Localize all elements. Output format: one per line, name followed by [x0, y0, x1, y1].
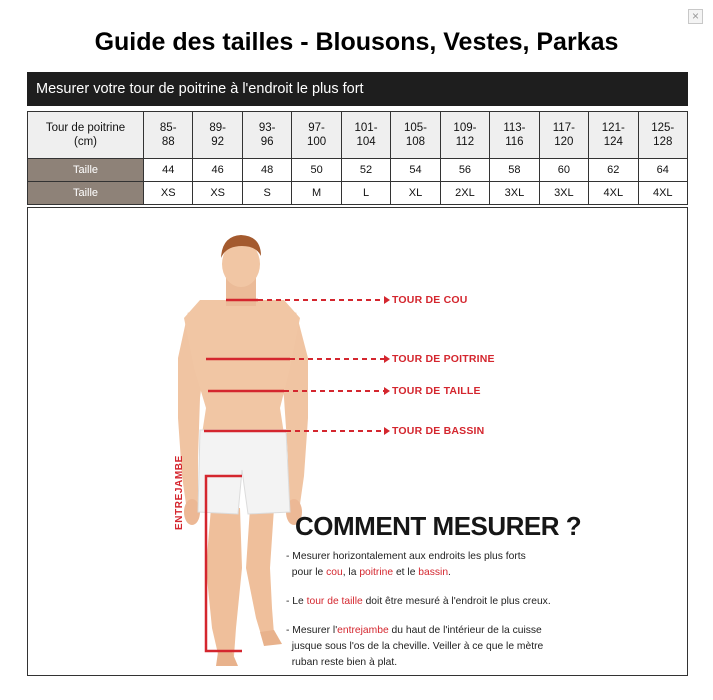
size-cell: 46	[193, 159, 242, 182]
chest-range-cell: 109- 112	[440, 112, 489, 159]
chest-range-cell: 113- 116	[490, 112, 539, 159]
table-row	[28, 159, 688, 182]
size-cell: 52	[341, 159, 390, 182]
size-cell: S	[242, 182, 291, 205]
size-cell: 62	[589, 159, 638, 182]
size-cell: 48	[242, 159, 291, 182]
size-cell: 50	[292, 159, 341, 182]
table-header-row	[28, 112, 688, 159]
keyword-inseam: entrejambe	[337, 625, 389, 636]
chest-range-cell: 93- 96	[242, 112, 291, 159]
close-button[interactable]: ×	[688, 9, 703, 24]
row-label: Taille	[28, 159, 144, 182]
size-cell: 2XL	[440, 182, 489, 205]
size-cell: 60	[539, 159, 588, 182]
howto-title: COMMENT MESURER ?	[295, 511, 582, 541]
waist-label: TOUR DE TAILLE	[392, 385, 481, 397]
page-title: Guide des tailles - Blousons, Vestes, Parkas	[94, 28, 619, 56]
keyword-hips: bassin	[418, 567, 449, 578]
chest-range-cell: 105- 108	[391, 112, 440, 159]
size-cell: 64	[638, 159, 687, 182]
size-cell: XS	[193, 182, 242, 205]
size-cell: 4XL	[638, 182, 687, 205]
size-cell: 54	[391, 159, 440, 182]
inseam-label: ENTREJAMBE	[174, 455, 185, 530]
size-cell: 56	[440, 159, 489, 182]
chest-range-cell: 121- 124	[589, 112, 638, 159]
chest-range-cell: 89- 92	[193, 112, 242, 159]
instruction-1: - Mesurer horizontalement aux endroits les plus forts pour le cou, la poitrine et le bassin.	[286, 551, 526, 578]
measurement-illustration	[27, 207, 688, 676]
size-cell: 3XL	[539, 182, 588, 205]
table-row	[28, 182, 688, 205]
instruction-3: - Mesurer l'entrejambe du haut de l'intérieur de la cuisse jusque sous l'os de la cheville. Veiller à ce que le mètre ruban reste bien à plat.	[286, 625, 544, 668]
chest-range-cell: 85- 88	[144, 112, 193, 159]
keyword-waist: tour de taille	[306, 596, 363, 607]
measure-banner: Mesurer votre tour de poitrine à l'endroit le plus fort	[27, 72, 688, 106]
size-cell: 4XL	[589, 182, 638, 205]
size-cell: 3XL	[490, 182, 539, 205]
chest-range-cell: 97- 100	[292, 112, 341, 159]
chest-range-cell: 101- 104	[341, 112, 390, 159]
instruction-2: - Le tour de taille doit être mesuré à l'endroit le plus creux.	[286, 596, 551, 607]
size-table	[27, 111, 688, 205]
size-cell: XS	[144, 182, 193, 205]
chest-header-cell: Tour de poitrine (cm)	[28, 112, 144, 159]
size-cell: M	[292, 182, 341, 205]
chest-range-cell: 117- 120	[539, 112, 588, 159]
neck-label: TOUR DE COU	[392, 294, 468, 306]
hips-label: TOUR DE BASSIN	[392, 425, 485, 437]
keyword-neck: cou	[326, 567, 343, 578]
size-cell: 44	[144, 159, 193, 182]
chest-label: TOUR DE POITRINE	[392, 353, 495, 365]
size-cell: L	[341, 182, 390, 205]
keyword-chest: poitrine	[359, 567, 394, 578]
size-cell: 58	[490, 159, 539, 182]
row-label: Taille	[28, 182, 144, 205]
chest-range-cell: 125- 128	[638, 112, 687, 159]
size-cell: XL	[391, 182, 440, 205]
